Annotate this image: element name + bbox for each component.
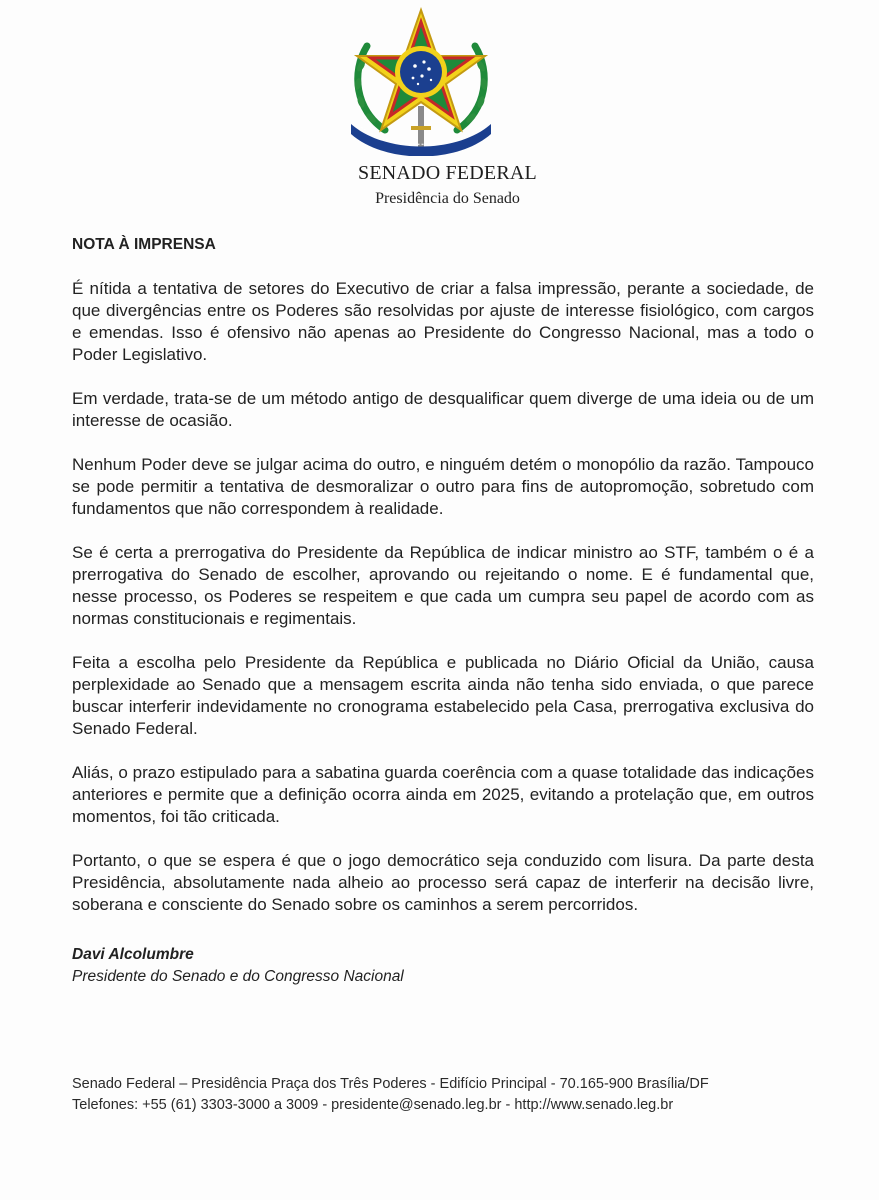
signatory-title: Presidente do Senado e do Congresso Nacional [72, 968, 404, 985]
paragraph: Aliás, o prazo estipulado para a sabatina guarda coerência com a quase totalidade das indicações anteriores e permite que a definição ocorra ainda em 2025, evitando a protelação que, em outros momentos, foi tão criticada. [72, 763, 814, 826]
signatory-name: Davi Alcolumbre [72, 946, 194, 963]
signature-block [72, 944, 814, 988]
footer-address: Senado Federal – Presidência Praça dos Três Poderes - Edifício Principal - 70.165-900 Brasília/DF [72, 1076, 709, 1092]
paragraph: Portanto, o que se espera é que o jogo democrático seja conduzido com lisura. Da parte desta Presidência, absolutamente nada alheio ao processo será capaz de interferir na decisão livre, soberana e consciente do Senado sobre os caminhos a serem percorridos. [72, 851, 814, 914]
footer-contact [72, 1074, 832, 1116]
letterhead [0, 0, 879, 220]
paragraph: Se é certa a prerrogativa do Presidente da República de indicar ministro ao STF, também o é a prerrogativa do Senado de escolher, aprovando ou rejeitando o nome. E é fundamental que, nesse processo, os Poderes se respeitem e que cada um cumpra seu papel de acordo com as normas constitucionais e regimentais. [72, 543, 814, 628]
paragraph: Em verdade, trata-se de um método antigo de desqualificar quem diverge de uma ideia ou de um interesse de ocasião. [72, 389, 814, 430]
paragraph: Nenhum Poder deve se julgar acima do outro, e ninguém detém o monopólio da razão. Tampouco se pode permitir a tentativa de desmoralizar o outro para fins de autopromoção, sobretudo com fundamentos que não correspondem à realidade. [72, 455, 814, 518]
brazil-coat-of-arms-icon [345, 6, 497, 156]
press-note-body [72, 234, 814, 938]
paragraph: É nítida a tentativa de setores do Executivo de criar a falsa impressão, perante a sociedade, de que divergências entre os Poderes são resolvidas por ajuste de interesse fisiológico, com cargos e emendas. Isso é ofensivo não apenas ao Presidente do Congresso Nacional, mas a todo o Poder Legislativo. [72, 279, 814, 364]
institution-subtitle: Presidência do Senado [375, 190, 520, 207]
footer-contacts: Telefones: +55 (61) 3303-3000 a 3009 - presidente@senado.leg.br - http://www.senado.leg.br [72, 1097, 674, 1113]
paragraph: Feita a escolha pelo Presidente da República e publicada no Diário Oficial da União, causa perplexidade ao Senado que a mensagem escrita ainda não tenha sido enviada, o que parece buscar interferir indevidamente no cronograma estabelecido pela Casa, prerrogativa exclusiva do Senado Federal. [72, 653, 814, 738]
institution-name: SENADO FEDERAL [358, 162, 537, 184]
note-title: NOTA À IMPRENSA [72, 236, 216, 253]
